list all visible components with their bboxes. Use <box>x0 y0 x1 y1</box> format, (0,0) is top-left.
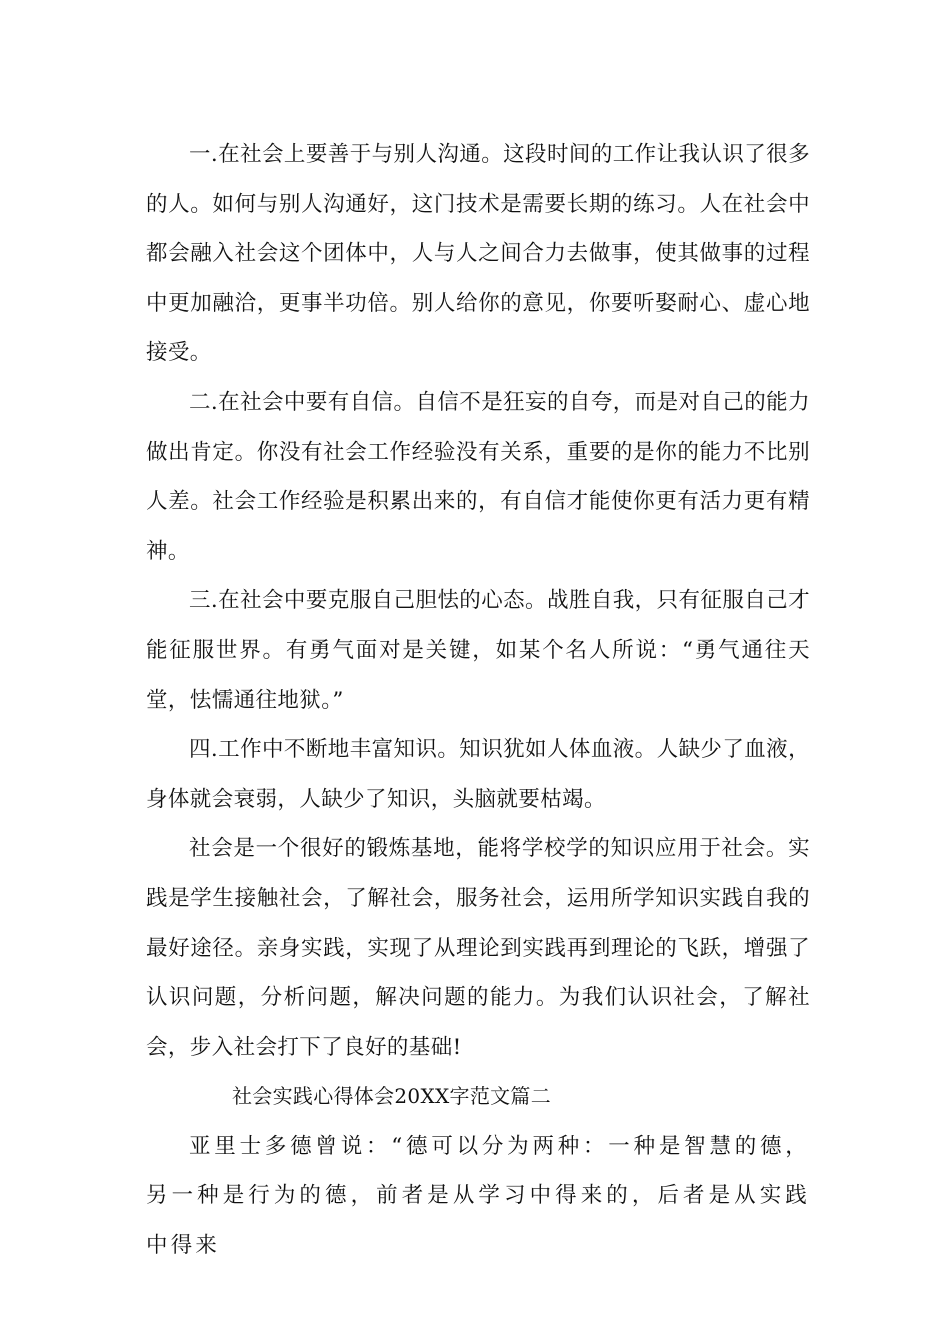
paragraph-summary: 社会是一个很好的锻炼基地，能将学校学的知识应用于社会。实践是学生接触社会，了解社会，服务社会，运用所学知识实践自我的最好途径。亲身实践，实现了从理论到实践再到理论的飞跃，增强了认识问题，分析问题，解决问题的能力。为我们认识社会，了解社会，步入社会打下了良好的基础! <box>146 836 810 1060</box>
paragraph-confidence: 二.在社会中要有自信。自信不是狂妄的自夸，而是对自己的能力做出肯定。你没有社会工作经验没有关系，重要的是你的能力不比别人差。社会工作经验是积累出来的，有自信才能使你更有活力更有精神。 <box>146 389 810 564</box>
paragraph-courage: 三.在社会中要克服自己胆怯的心态。战胜自我，只有征服自己才能征服世界。有勇气面对是关键，如某个名人所说：“勇气通往天堂，怯懦通往地狱。” <box>146 588 810 713</box>
paragraph-knowledge: 四.工作中不断地丰富知识。知识犹如人体血液。人缺少了血液，身体就会衰弱，人缺少了知识，头脑就要枯竭。 <box>146 737 810 812</box>
document-body <box>146 130 810 1271</box>
section-title: 社会实践心得体会20XX字范文篇二 <box>232 1084 552 1109</box>
paragraph-communication: 一.在社会上要善于与别人沟通。这段时间的工作让我认识了很多的人。如何与别人沟通好，这门技术是需要长期的练习。人在社会中都会融入社会这个团体中，人与人之间合力去做事，使其做事的过程中更加融洽，更事半功倍。别人给你的意见，你要听娶耐心、虚心地接受。 <box>146 142 810 366</box>
paragraph-aristotle: 亚里士多德曾说：“德可以分为两种：一种是智慧的德，另一种是行为的德，前者是从学习中得来的，后者是从实践中得来 <box>146 1133 810 1259</box>
